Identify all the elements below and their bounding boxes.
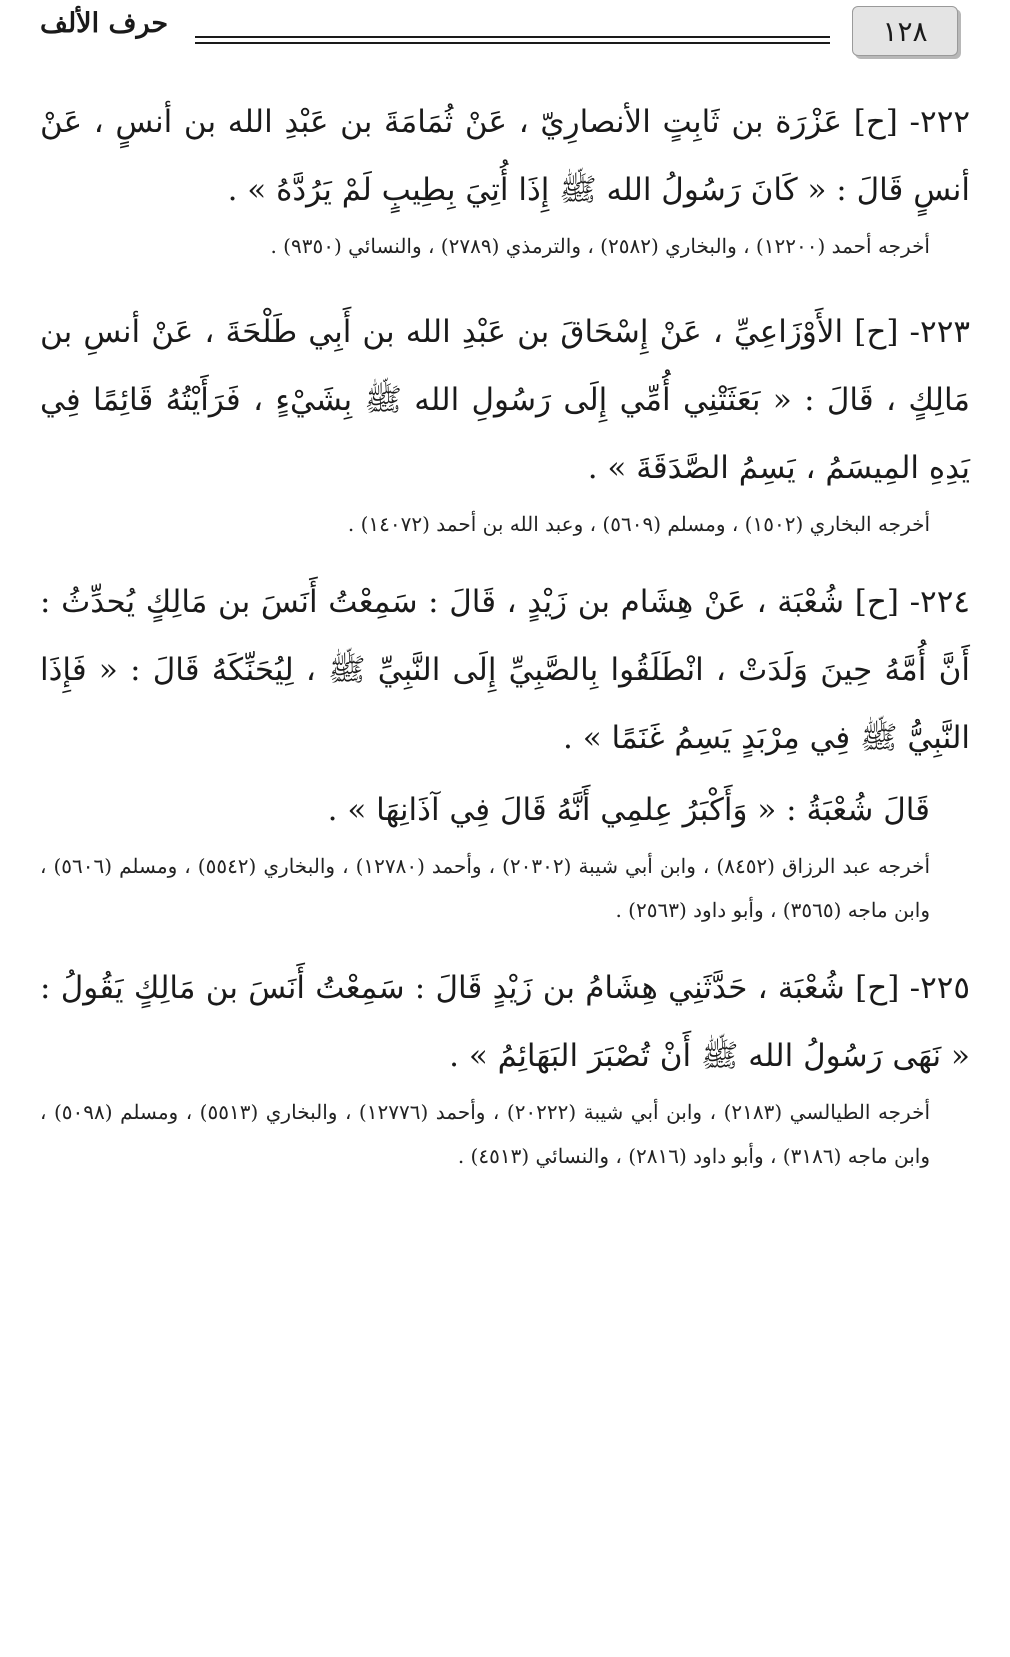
chapter-title: حرف الألف <box>40 8 169 39</box>
hadith-reference: أخرجه البخاري (١٥٠٢) ، ومسلم (٥٦٠٩) ، وعبد الله بن أحمد (١٤٠٧٢) . <box>347 512 930 536</box>
hadith-text: ٢٢٥- [ح] شُعْبَة ، حَدَّثَنِي هِشَامُ بن زَيْدٍ قَالَ : سَمِعْتُ أَنَسَ بن مَالِكٍ يَقُولُ : « نَهَى رَسُولُ الله ﷺ أَنْ تُصْبَرَ البَهَائِمُ » . <box>40 970 971 1074</box>
hadith-entry-224 <box>40 568 970 932</box>
hadith-entry-225 <box>40 954 970 1178</box>
hadith-text: ٢٢٤- [ح] شُعْبَة ، عَنْ هِشَام بن زَيْدٍ ، قَالَ : سَمِعْتُ أَنَسَ بن مَالِكٍ يُحدِّثُ : أَنَّ أُمَّهُ حِينَ وَلَدَتْ ، انْطَلَقُوا بِالصَّبِيِّ إِلَى النَّبِيِّ ﷺ ، لِيُحَنِّكَهُ قَالَ : « فَإِذَا النَّبِيُّ ﷺ فِي مِرْبَدٍ يَسِمُ غَنَمًا » . <box>40 584 970 756</box>
page-content <box>40 88 970 1178</box>
hadith-entry-222 <box>40 88 970 268</box>
header-double-rule <box>195 36 830 44</box>
hadith-reference: أخرجه عبد الرزاق (٨٤٥٢) ، وابن أبي شيبة (٢٠٣٠٢) ، وأحمد (١٢٧٨٠) ، والبخاري (٥٥٤٢) ، ومسلم (٥٦٠٦) ، وابن ماجه (٣٥٦٥) ، وأبو داود (٢٥٦٣) . <box>40 854 930 922</box>
hadith-entry-223 <box>40 298 970 546</box>
page-number: ١٢٨ <box>882 14 928 48</box>
hadith-reference: أخرجه الطيالسي (٢١٨٣) ، وابن أبي شيبة (٢٠٢٢٢) ، وأحمد (١٢٧٧٦) ، والبخاري (٥٥١٣) ، ومسلم (٥٠٩٨) ، وابن ماجه (٣١٨٦) ، وأبو داود (٢٨١٦) ، والنسائي (٤٥١٣) . <box>40 1100 931 1168</box>
page-number-tab <box>852 6 958 56</box>
hadith-text: ٢٢٢- [ح] عَزْرَة بن ثَابِتٍ الأنصارِيّ ، عَنْ ثُمَامَةَ بن عَبْدِ الله بن أنسٍ ، عَنْ أنسٍ قَالَ : « كَانَ رَسُولُ الله ﷺ إِذَا أُتِيَ بِطِيبٍ لَمْ يَرُدَّهُ » . <box>40 104 970 208</box>
hadith-note: قَالَ شُعْبَةُ : « وَأَكْبَرُ عِلمِي أَنَّهُ قَالَ فِي آذَانِهَا » . <box>327 792 930 828</box>
hadith-text: ٢٢٣- [ح] الأَوْزَاعِيِّ ، عَنْ إِسْحَاقَ بن عَبْدِ الله بن أَبِي طَلْحَةَ ، عَنْ أنسِ بن مَالِكٍ ، قَالَ : « بَعَثَتْنِي أُمِّي إِلَى رَسُولِ الله ﷺ بِشَيْءٍ ، فَرَأَيْتُهُ قَائِمًا فِي يَدِهِ المِيسَمُ ، يَسِمُ الصَّدَقَةَ » . <box>40 314 970 486</box>
hadith-reference: أخرجه أحمد (١٢٢٠٠) ، والبخاري (٢٥٨٢) ، والترمذي (٢٧٨٩) ، والنسائي (٩٣٥٠) . <box>270 234 930 258</box>
